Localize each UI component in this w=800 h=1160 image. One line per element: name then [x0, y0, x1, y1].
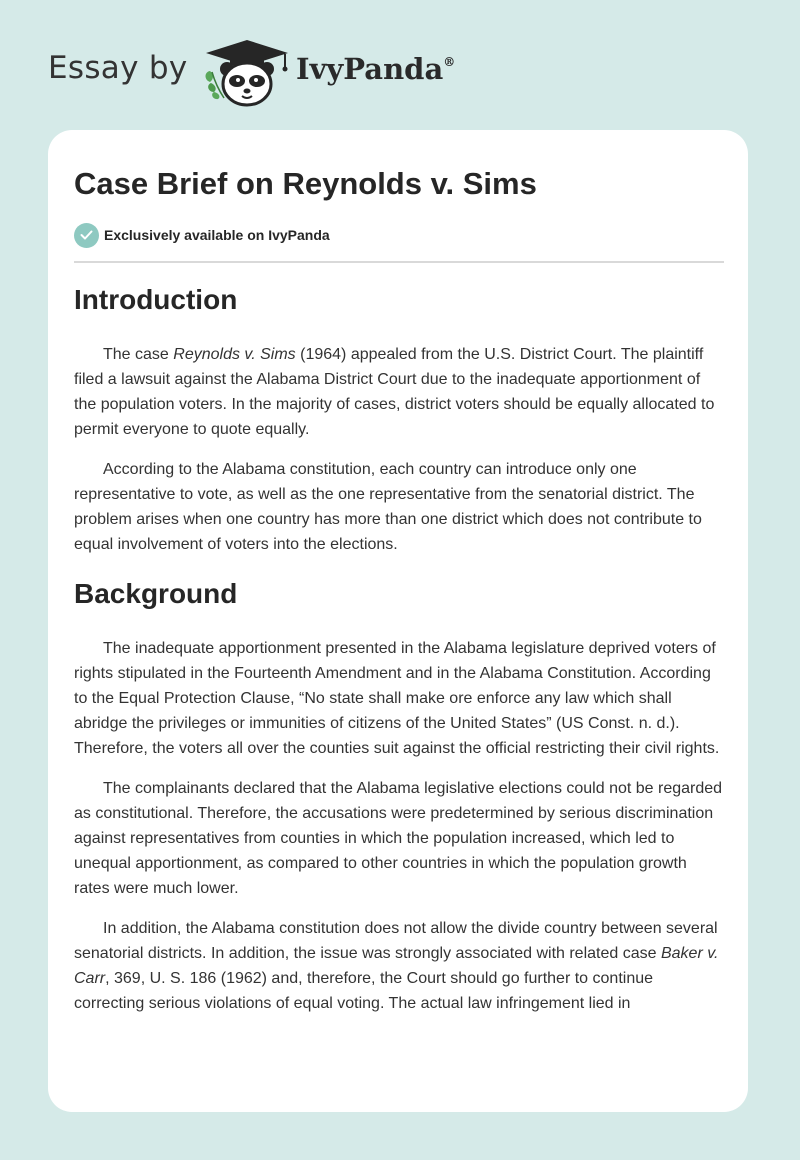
- paragraph-text: In addition, the Alabama constitution does not allow the divide country between several senatorial districts. In addition, the issue was strongly associated with related case: [74, 920, 718, 962]
- exclusive-badge: [74, 222, 330, 248]
- essay-by-label: Essay by: [48, 50, 188, 86]
- paragraph: According to the Alabama constitution, each country can introduce only one representative to vote, as well as the one representative from the senatorial district. The problem arises when one country has more than one district which does not contribute to equal involvement of voters into the elections.: [74, 461, 702, 553]
- section-heading-background: Background: [74, 578, 238, 609]
- case-name: Baker v. Carr: [74, 945, 719, 987]
- paragraph: [74, 342, 724, 442]
- article-body: [74, 282, 724, 1016]
- paragraph-text: The case: [103, 346, 174, 363]
- check-circle-icon: [74, 223, 99, 248]
- paragraph: [74, 916, 724, 1016]
- page-title: Case Brief on Reynolds v. Sims: [74, 166, 537, 201]
- paragraph: The inadequate apportionment presented in the Alabama legislature deprived voters of rights stipulated in the Fourteenth Amendment and in the Alabama Constitution. According to the Equal Protection Clause, “No state shall make ore enforce any law which shall abridge the privileges or immunities of citizens of the United States” (US Const. n. d.). Therefore, the voters all over the counties suit against the official restricting their civil rights.: [74, 640, 720, 757]
- site-header: [0, 0, 800, 130]
- exclusive-label: Exclusively available on IvyPanda: [104, 227, 330, 243]
- panda-graduate-icon[interactable]: [200, 36, 294, 110]
- paragraph: The complainants declared that the Alabama legislative elections could not be regarded as constitutional. Therefore, the accusations were predetermined by serious discrimination against representatives from counties in which the population increased, which led to unequal apportionment, as compared to other countries in which the population growth rates were much lower.: [74, 780, 723, 897]
- trademark-mark: ®: [443, 55, 456, 70]
- paragraph-text: , 369, U. S. 186 (1962) and, therefore, the Court should go further to continue correcting serious violations of equal voting. The actual law infringement lied in: [74, 970, 654, 1012]
- essay-card: [48, 130, 748, 1112]
- divider: [74, 261, 724, 263]
- paragraph-text: (1964) appealed from the U.S. District Court. The plaintiff filed a lawsuit against the Alabama District Court due to the inadequate apportionment of the population voters. In the majority of cases, district voters should be equally allocated to permit everyone to quote equally.: [74, 346, 715, 438]
- section-heading-introduction: Introduction: [74, 284, 238, 315]
- case-name: Reynolds v. Sims: [173, 346, 296, 363]
- brand-text: IvyPanda: [296, 52, 444, 86]
- brand-name[interactable]: [296, 52, 455, 86]
